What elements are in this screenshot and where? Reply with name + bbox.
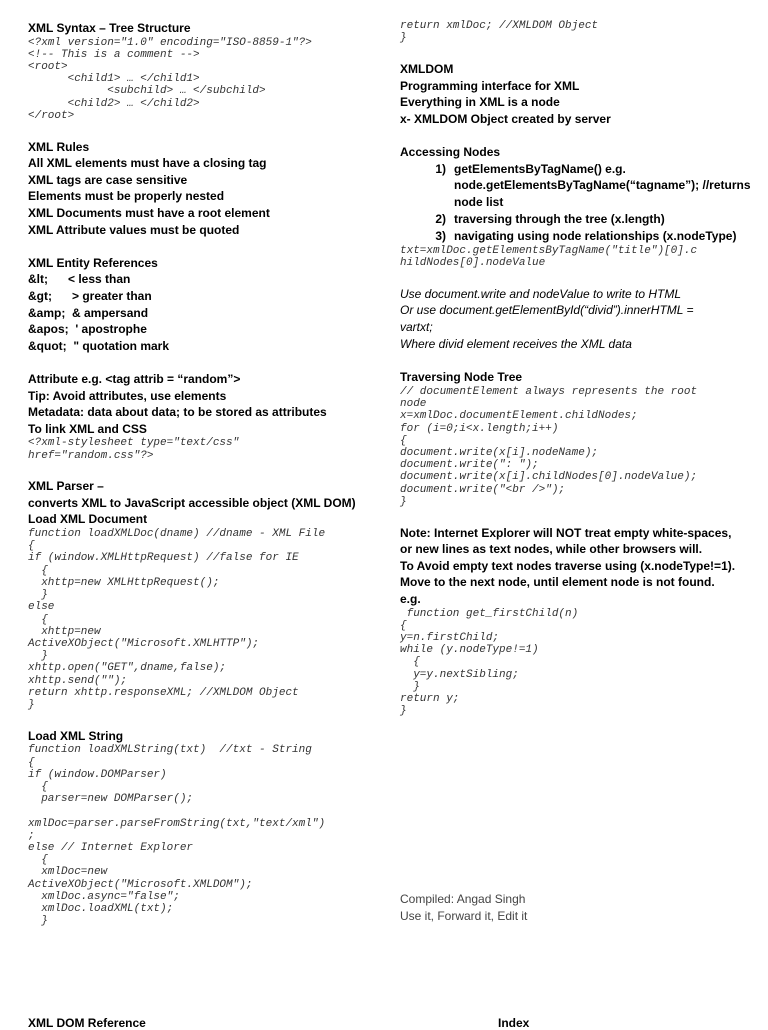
- traversing-code: // documentElement always represents the root node x=xmlDoc.documentElement.childNodes; for (i=0;i<x.length;i++) { document.write(x[i].nodeName); document.write(": "); document.write(x[i].childNodes[0].nodeValue); document.write("<br />"); }: [400, 385, 698, 508]
- accessing-list-item: [400, 161, 750, 211]
- list-text: navigating using node relationships (x.nodeType): [454, 228, 737, 243]
- continued-code: return xmlDoc; //XMLDOM Object }: [400, 20, 599, 45]
- entities-list: &lt; < less than &gt; > greater than &amp; & ampersand &apos; ' apostrophe &quot; " quotation mark: [28, 272, 170, 353]
- accessing-list-item: [400, 211, 750, 228]
- first-child-code: function get_firstChild(n) { y=n.firstChild; while (y.nodeType!=1) { y=y.nextSibling; } return y; }: [400, 607, 579, 718]
- list-number: 3): [435, 228, 446, 243]
- entities-heading: XML Entity References: [28, 255, 158, 270]
- list-text: traversing through the tree (x.length): [454, 211, 665, 226]
- list-number: 1): [435, 161, 446, 176]
- rules-heading: XML Rules: [28, 139, 90, 154]
- right-column: [400, 20, 750, 717]
- ie-note: Note: Internet Explorer will NOT treat empty white-spaces, or new lines as text nodes, while other browsers will. To Avoid empty text nodes traverse using (x.nodeType!=1). Move to the next node, until element node is not found. e.g.: [400, 525, 736, 606]
- parser-heading: XML Parser –: [28, 479, 104, 494]
- next-page-heading-left: XML DOM Reference: [28, 1016, 146, 1030]
- left-column: [28, 20, 380, 927]
- load-doc-code: function loadXMLDoc(dname) //dname - XML File { if (window.XMLHttpRequest) //false for IE { xhttp=new XMLHttpRequest(); } else { xhttp=new ActiveXObject("Microsoft.XMLHTTP"); } xhttp.open("GET",dname,false); xhttp.send(""); return xhttp.responseXML; //XMLDOM Object }: [28, 528, 326, 711]
- syntax-heading: XML Syntax – Tree Structure: [28, 21, 191, 35]
- load-doc-heading: Load XML Document: [28, 512, 148, 527]
- compiled-by-footer: Compiled: Angad Singh Use it, Forward it, Edit it: [400, 892, 528, 923]
- attribute-notes: Attribute e.g. <tag attrib = “random”> Tip: Avoid attributes, use elements Metadata: data about data; to be stored as attributes To link XML and CSS: [28, 371, 327, 436]
- accessing-code: txt=xmlDoc.getElementsByTagName("title")[0].c hildNodes[0].nodeValue: [400, 244, 698, 269]
- parser-description: converts XML to JavaScript accessible object (XML DOM): [28, 495, 356, 510]
- accessing-heading: Accessing Nodes: [400, 144, 501, 159]
- xmldom-lines: Programming interface for XML Everything in XML is a node x- XMLDOM Object created by server: [400, 78, 611, 126]
- syntax-code: <?xml version="1.0" encoding="ISO-8859-1"?> <!-- This is a comment --> <root> <child1> … </child1> <subchild> … </subchild> <child2> … </child2> </root>: [28, 36, 312, 122]
- load-string-code: function loadXMLString(txt) //txt - String { if (window.DOMParser) { parser=new DOMParser(); xmlDoc=parser.parseFromString(txt,"text/xml") ; else // Internet Explorer { xmlDoc=new ActiveXObject("Microsoft.XMLDOM"); xmlDoc.async="false"; xmlDoc.loadXML(txt); }: [28, 744, 326, 928]
- rules-list: All XML elements must have a closing tag XML tags are case sensitive Elements must be properly nested XML Documents must have a root element XML Attribute values must be quoted: [28, 156, 270, 237]
- accessing-list: [400, 161, 750, 245]
- xmldom-heading: XMLDOM: [400, 62, 454, 76]
- load-string-heading: Load XML String: [28, 728, 124, 743]
- list-text: getElementsByTagName() e.g. node.getElementsByTagName(“tagname”); //returns node list: [454, 161, 751, 210]
- next-page-heading-right: Index: [498, 1016, 530, 1030]
- accessing-notes: Use document.write and nodeValue to write to HTML Or use document.getElementById(“divid”).innerHTML = vartxt; Where divid element receives the XML data: [400, 286, 694, 351]
- traversing-heading: Traversing Node Tree: [400, 370, 523, 385]
- list-number: 2): [435, 211, 446, 226]
- accessing-list-item: [400, 228, 750, 245]
- stylesheet-code: <?xml-stylesheet type="text/css" href="random.css"?>: [28, 437, 240, 462]
